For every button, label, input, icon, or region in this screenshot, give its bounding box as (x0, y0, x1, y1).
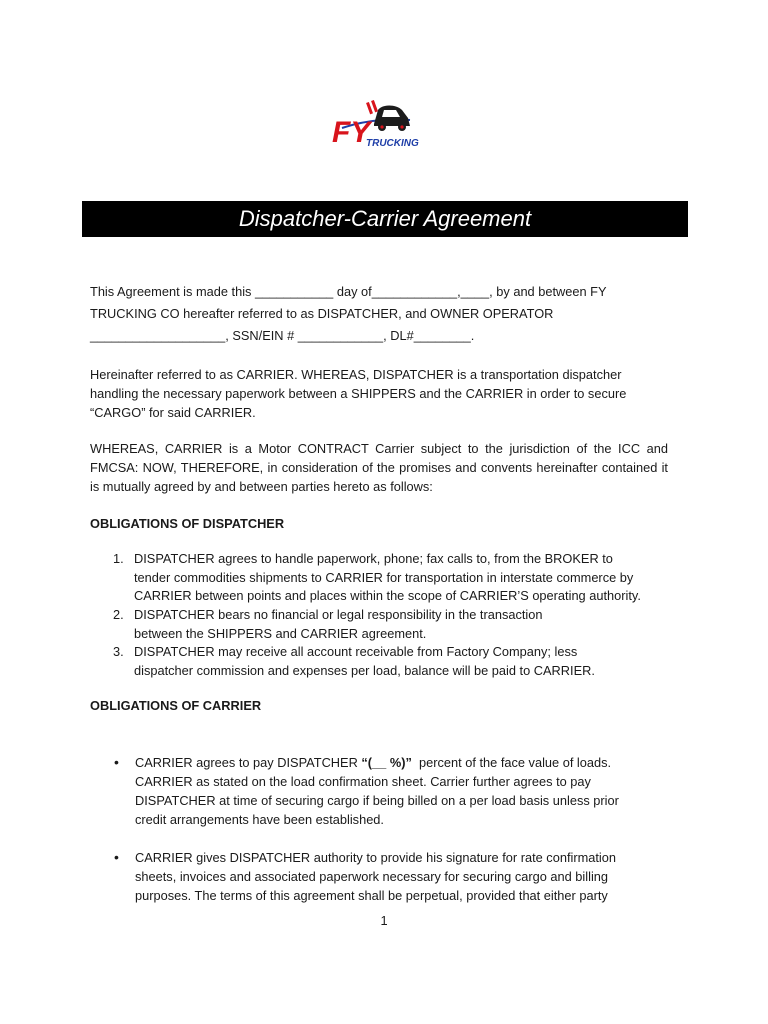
intro-line-2: TRUCKING CO hereafter referred to as DISPATCHER, and OWNER OPERATOR (90, 306, 554, 321)
obligation-line: DISPATCHER may receive all account receivable from Factory Company; less (134, 644, 578, 659)
obligation-line: purposes. The terms of this agreement shall be perpetual, provided that either party (135, 888, 608, 903)
obligation-line: CARRIER as stated on the load confirmation sheet. Carrier further agrees to pay (135, 774, 591, 789)
dispatcher-obligations-heading: OBLIGATIONS OF DISPATCHER (90, 516, 285, 531)
carrier-obligations-heading: OBLIGATIONS OF CARRIER (90, 698, 262, 713)
dispatcher-obligation-2 (90, 606, 543, 643)
bullet: • (114, 754, 119, 770)
obligation-line: credit arrangements have been established. (135, 812, 384, 827)
obligation-line: DISPATCHER at time of securing cargo if being billed on a per load basis unless prior (135, 793, 619, 808)
carrier-obligation-2 (90, 848, 616, 905)
carrier-obligation-1 (90, 753, 619, 829)
obligation-line: DISPATCHER agrees to handle paperwork, phone; fax calls to, from the BROKER to (134, 551, 613, 566)
page-number: 1 (380, 913, 388, 928)
bullet: • (114, 849, 119, 865)
obligation-lead: CARRIER agrees to pay DISPATCHER (135, 755, 362, 770)
list-number: 2. (113, 607, 124, 622)
document-title: Dispatcher-Carrier Agreement (238, 206, 532, 231)
obligation-line: between the SHIPPERS and CARRIER agreement. (134, 625, 427, 641)
truck-icon (330, 98, 426, 150)
obligation-line: CARRIER gives DISPATCHER authority to provide his signature for rate confirmation (135, 850, 617, 865)
obligation-line: CARRIER between points and places within the scope of CARRIER’S operating authority. (134, 588, 641, 603)
list-number: 3. (113, 644, 124, 659)
obligation-line: dispatcher commission and expenses per load, balance will be paid to CARRIER. (134, 662, 595, 678)
recital-line-3: “CARGO” for said CARRIER. (90, 405, 256, 420)
recital-line-2: handling the necessary paperwork between a SHIPPERS and the CARRIER in order to secure (90, 386, 627, 401)
list-number: 1. (113, 551, 124, 566)
logo-tagline: TRUCKING (366, 138, 419, 149)
percent-blank: “(__ %)” (361, 755, 412, 770)
company-logo (330, 98, 426, 150)
intro-line-1: This Agreement is made this ___________ day of____________,____, by and between FY (90, 284, 607, 299)
obligation-line (90, 753, 619, 772)
dispatcher-obligation-1 (90, 550, 641, 606)
document-title-bar (82, 201, 688, 237)
dispatcher-obligation-3 (90, 643, 595, 680)
logo-wordmark: FY (332, 116, 371, 149)
obligation-line: tender commodities shipments to CARRIER for transportation in interstate commerce by (134, 569, 634, 585)
intro-line-3: ___________________, SSN/EIN # ____________, DL#________. (90, 328, 475, 343)
obligation-line: sheets, invoices and associated paperwork necessary for securing cargo and billing (135, 869, 609, 884)
obligation-tail: percent of the face value of loads. (411, 755, 612, 770)
obligation-line: DISPATCHER bears no financial or legal responsibility in the transaction (134, 607, 543, 622)
recital-paragraph: WHEREAS, CARRIER is a Motor CONTRACT Carrier subject to the jurisdiction of the ICC and FMCSA: NOW, THEREFORE, in consideration of the promises and convents hereinafter contained it is mutually agreed by and between parties hereto as follows: (90, 441, 668, 494)
recital-line-1: Hereinafter referred to as CARRIER. WHEREAS, DISPATCHER is a transportation dispatcher (90, 367, 622, 382)
